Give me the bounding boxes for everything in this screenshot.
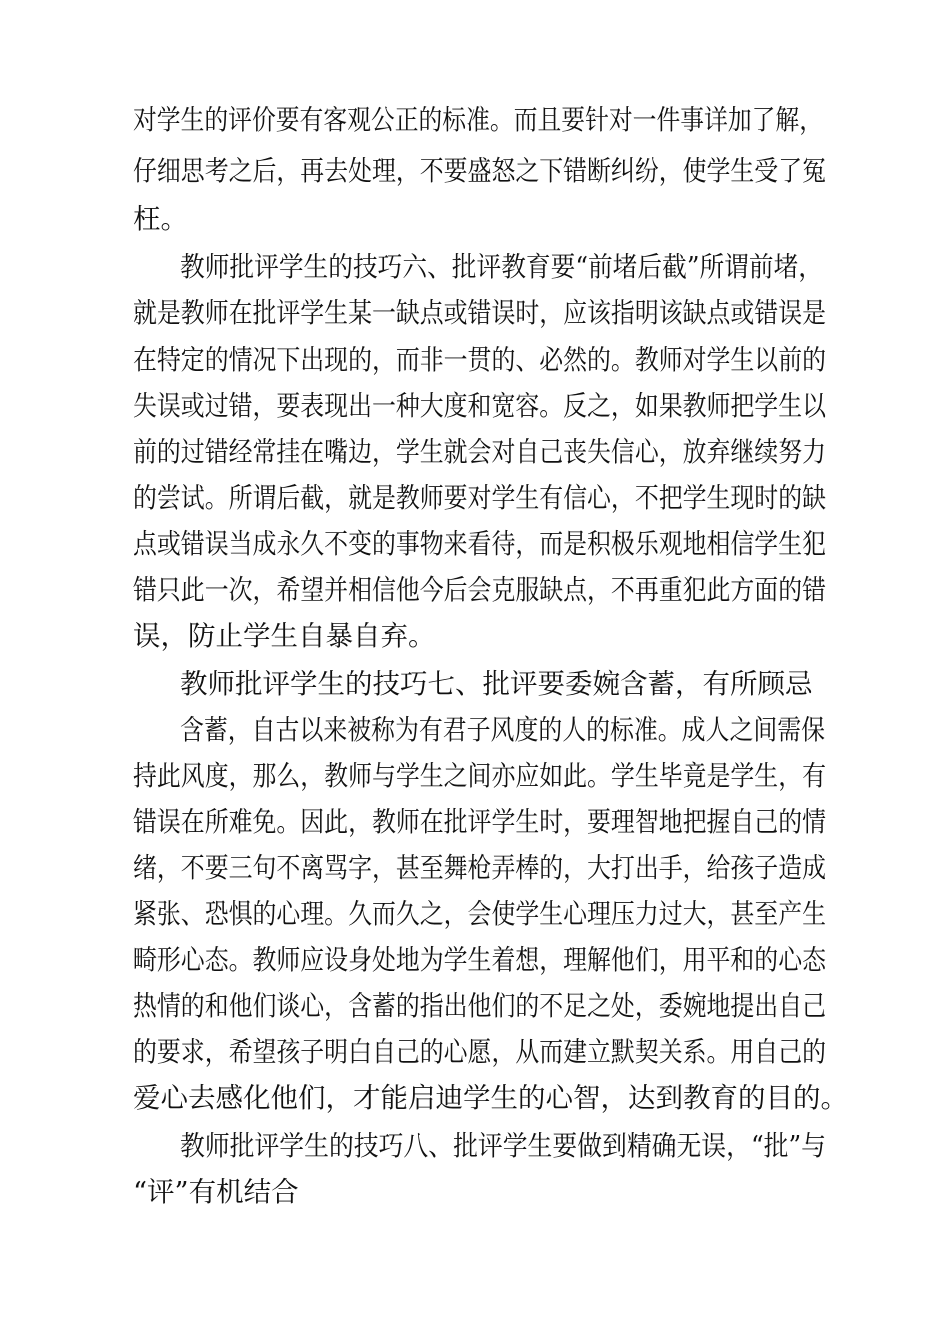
paragraph-text: 持此风度，那么，教师与学生之间亦应如此。学生毕竟是学生，有 [133, 760, 826, 792]
text-line [0, 521, 950, 567]
paragraph-text: 枉。 [133, 203, 188, 235]
text-line [0, 337, 950, 383]
text-line [0, 753, 950, 799]
paragraph-text: 点或错误当成永久不变的事物来看待，而是积极乐观地相信学生犯 [133, 528, 826, 560]
text-line [0, 475, 950, 521]
section-heading: 教师批评学生的技巧七、批评要委婉含蓄，有所顾忌 [180, 668, 813, 700]
text-line [0, 97, 950, 143]
paragraph-text: 的要求，希望孩子明白自己的心愿，从而建立默契关系。用自己的 [133, 1036, 826, 1068]
text-line [0, 891, 950, 937]
text-line [0, 567, 950, 613]
text-line [0, 845, 950, 891]
paragraph-text: 前的过错经常挂在嘴边，学生就会对自己丧失信心，放弃继续努力 [133, 436, 826, 468]
text-line [0, 1029, 950, 1075]
paragraph-text: 失误或过错，要表现出一种大度和宽容。反之，如果教师把学生以 [133, 390, 826, 422]
section-heading: “评”有机结合 [133, 1176, 299, 1208]
text-line [0, 148, 950, 194]
text-line [0, 799, 950, 845]
section-heading-line [0, 1123, 950, 1169]
paragraph-text: 对学生的评价要有客观公正的标准。而且要针对一件事详加了解， [133, 104, 823, 136]
text-line [0, 1075, 950, 1121]
section-heading-line [0, 661, 950, 707]
text-line [0, 613, 950, 659]
paragraph-text: 绪，不要三句不离骂字，甚至舞枪弄棒的，大打出手，给孩子造成 [133, 852, 826, 884]
paragraph-text: 畸形心态。教师应设身处地为学生着想，理解他们，用平和的心态 [133, 944, 826, 976]
paragraph-text: 仔细思考之后，再去处理，不要盛怒之下错断纠纷，使学生受了冤 [133, 155, 826, 187]
paragraph-text: 错只此一次，希望并相信他今后会克服缺点，不再重犯此方面的错 [133, 574, 826, 606]
paragraph-text: 紧张、恐惧的心理。久而久之，会使学生心理压力过大，甚至产生 [133, 898, 826, 930]
text-line [0, 707, 950, 753]
paragraph-text: 就是教师在批评学生某一缺点或错误时，应该指明该缺点或错误是 [133, 297, 826, 329]
paragraph-text: 错误在所难免。因此，教师在批评学生时，要理智地把握自己的情 [133, 806, 826, 838]
text-line [0, 244, 950, 290]
paragraph-text: 爱心去感化他们，才能启迪学生的心智，达到教育的目的。 [133, 1082, 848, 1114]
paragraph-text: 教师批评学生的技巧六、批评教育要“前堵后截”所谓前堵， [180, 251, 823, 283]
text-line [0, 383, 950, 429]
paragraph-text: 含蓄，自古以来被称为有君子风度的人的标准。成人之间需保 [180, 714, 825, 746]
text-line [0, 196, 950, 242]
text-line [0, 983, 950, 1029]
section-heading: 教师批评学生的技巧八、批评学生要做到精确无误，“批”与 [180, 1130, 826, 1162]
paragraph-text: 在特定的情况下出现的，而非一贯的、必然的。教师对学生以前的 [133, 344, 826, 376]
paragraph-text: 误，防止学生自暴自弃。 [133, 620, 436, 652]
text-line [0, 937, 950, 983]
text-line [0, 290, 950, 336]
text-line [0, 429, 950, 475]
section-heading-line [0, 1169, 950, 1215]
paragraph-text: 热情的和他们谈心，含蓄的指出他们的不足之处，委婉地提出自己 [133, 990, 826, 1022]
paragraph-text: 的尝试。所谓后截，就是教师要对学生有信心，不把学生现时的缺 [133, 482, 826, 514]
